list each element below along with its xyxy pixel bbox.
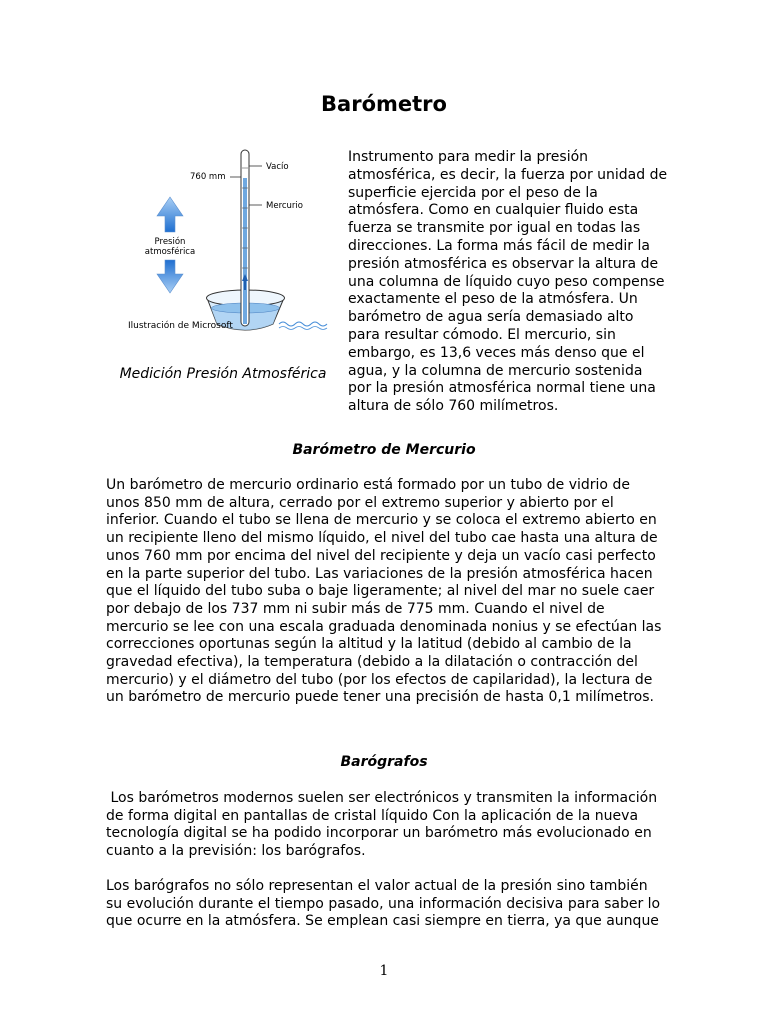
- mercurio-label: Mercurio: [266, 201, 303, 211]
- barometer-figure: [116, 148, 342, 340]
- wave-icon: [279, 322, 327, 326]
- page-number: 1: [379, 963, 389, 979]
- section-body-mercurio: Un barómetro de mercurio ordinario está formado por un tubo de vidrio de unos 850 mm de altura, cerrado por el extremo superior y abierto por el inferior. Cuando el tubo se llena de mercurio y se coloca el extremo abierto en un recipiente lleno del mismo líquido, el nivel del tubo cae hasta una altura de unos 760 mm por encima del nivel del recipiente y deja un vacío casi perfecto en la parte superior del tubo. Las variaciones de la presión atmosférica hacen que el líquido del tubo suba o baje ligeramente; al nivel del mar no suele caer por debajo de los 737 mm ni subir más de 775 mm. Cuando el nivel de mercurio se lee con una escala graduada denominada nonius y se efectúan las correcciones oportunas según la altitud y la latitud (debido al cambio de la gravedad efectiva), la temperatura (debido a la dilatación o contracción del mercurio) y el diámetro del tubo (por los efectos de capilaridad), la lectura de un barómetro de mercurio puede tener una precisión de hasta 0,1 milímetros.: [106, 477, 662, 706]
- section-heading-mercurio: Barómetro de Mercurio: [292, 442, 476, 458]
- pressure-up-arrow-icon: [157, 197, 183, 232]
- section-body-barografos-2: Los barógrafos no sólo representan el valor actual de la presión sino también su evolución durante el tiempo pasado, una información decisiva para saber lo que ocurre en la atmósfera. Se emplean casi siempre en tierra, ya que aunque: [106, 878, 661, 930]
- atmosferica-label: atmosférica: [144, 247, 196, 257]
- wave-icon-2: [279, 327, 327, 330]
- section-body-barografos-1: Los barómetros modernos suelen ser electrónicos y transmiten la información de forma digital en pantallas de cristal líquido Con la aplicación de la nueva tecnología digital se ha podido incorporar un barómetro más evolucionado en cuanto a la previsión: los barógrafos.: [106, 790, 662, 860]
- presion-label: Presión: [154, 237, 186, 247]
- page-title: Barómetro: [321, 92, 447, 116]
- section-heading-barografos: Barógrafos: [340, 754, 428, 770]
- mm760-label: 760 mm: [190, 172, 226, 182]
- mercury-tube: [241, 150, 249, 326]
- vacio-label: Vacío: [266, 162, 289, 172]
- pressure-down-arrow-icon: [157, 260, 183, 293]
- figure-caption: Medición Presión Atmosférica: [119, 366, 327, 382]
- intro-paragraph: Instrumento para medir la presión atmosférica, es decir, la fuerza por unidad de superficie ejercida por el peso de la atmósfera. Como en cualquier fluido esta fuerza se transmite por igual en todas las direcciones. La forma más fácil de medir la presión atmosférica es observar la altura de una columna de líquido cuyo peso compense exactamente el peso de la atmósfera. Un barómetro de agua sería demasiado alto para resultar cómodo. El mercurio, sin embargo, es 13,6 veces más denso que el agua, y la columna de mercurio sostenida por la presión atmosférica normal tiene una altura de sólo 760 milímetros.: [348, 149, 668, 415]
- microsoft-credit: Ilustración de Microsoft: [128, 321, 233, 331]
- barometer-illustration: [116, 148, 342, 340]
